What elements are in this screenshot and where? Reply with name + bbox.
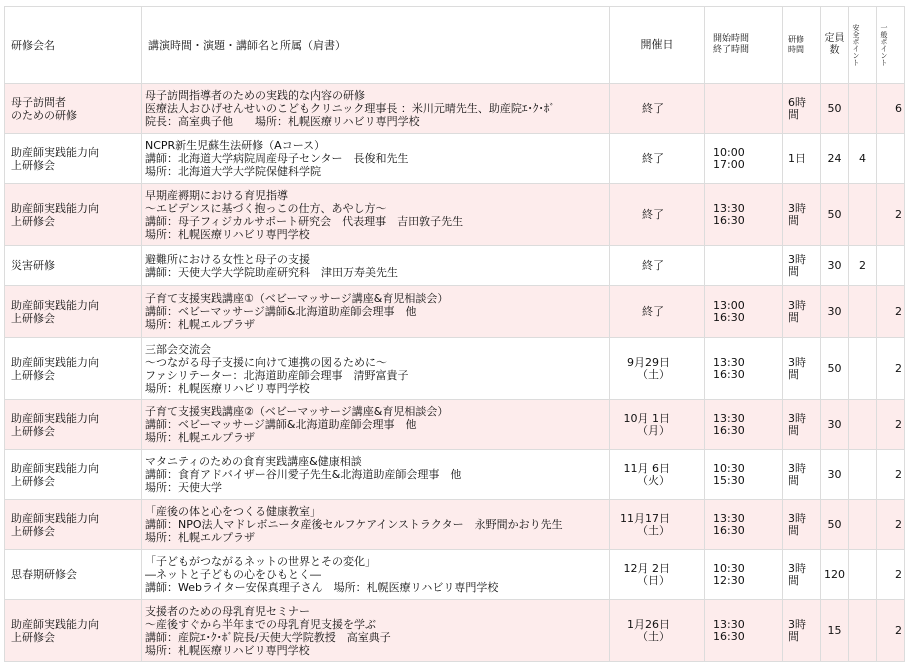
header-capacity	[821, 7, 849, 84]
cell-general-points	[877, 246, 905, 286]
cell-duration	[783, 400, 821, 450]
detail-line: ～エビデンスに基づく抱っこの仕方、あやし方～	[145, 201, 387, 215]
duration-line: 3時	[788, 561, 806, 575]
cell-general-points	[877, 134, 905, 184]
cell-capacity: 50	[821, 84, 849, 134]
cell-date: 終了	[610, 286, 705, 338]
detail-line: 場所：札幌医療リハビリ専門学校	[145, 381, 310, 395]
detail-line: 講師：母子フィジカルサポート研究会 代表理事 吉田敦子先生	[145, 214, 464, 228]
seminar-name-line: 上研修会	[11, 524, 55, 538]
cell-time	[705, 338, 783, 400]
cell-duration	[783, 600, 821, 662]
cell-detail	[142, 84, 610, 134]
seminar-name-line: 助産師実践能力向	[11, 511, 99, 525]
cell-name	[5, 338, 142, 400]
cell-date: 11月 6日 （火）	[610, 450, 705, 500]
header-safety	[849, 7, 877, 84]
header-name: 研修会名	[5, 7, 142, 84]
cell-detail	[142, 400, 610, 450]
table-row	[5, 550, 905, 600]
seminar-name-line: 助産師実践能力向	[11, 461, 99, 475]
cell-detail	[142, 500, 610, 550]
header-capacity-1: 定員	[824, 33, 845, 44]
duration-line: 3時	[788, 298, 806, 312]
seminar-name-line: 助産師実践能力向	[11, 201, 99, 215]
seminar-name-line: 助産師実践能力向	[11, 145, 99, 159]
detail-line: NCPR新生児蘇生法研修（Aコース）	[145, 139, 326, 152]
cell-safety-points	[849, 184, 877, 246]
cell-safety-points: 2	[849, 246, 877, 286]
header-duration	[783, 7, 821, 84]
cell-time	[705, 450, 783, 500]
table-row	[5, 450, 905, 500]
end-time: 16:30	[713, 523, 745, 537]
detail-line: ～つながる母子支援に向けて連携の図るために～	[145, 355, 387, 369]
detail-line: 「産後の体と心をつくる健康教室」	[145, 505, 321, 518]
cell-safety-points	[849, 400, 877, 450]
detail-line: 「子どもがつながるネットの世界とその変化」	[145, 555, 376, 568]
cell-safety-points	[849, 600, 877, 662]
duration-line: 間	[788, 213, 799, 227]
cell-name	[5, 500, 142, 550]
duration-line: 間	[788, 573, 799, 587]
cell-name	[5, 184, 142, 246]
duration-line: 間	[788, 523, 799, 537]
detail-line: 母子訪問指導者のための実践的な内容の研修	[145, 89, 365, 102]
cell-duration	[783, 550, 821, 600]
detail-line: 場所：札幌エルプラザ	[145, 318, 255, 331]
duration-line: 間	[788, 264, 799, 278]
table-row	[5, 246, 905, 286]
cell-detail	[142, 286, 610, 338]
cell-general-points: 2	[877, 450, 905, 500]
duration-line: 間	[788, 310, 799, 324]
start-time: 10:30	[713, 561, 745, 575]
detail-line: 講師：産院ｴ･ｸ･ﾎﾞ院長/天使大学院教授 高室典子	[145, 630, 391, 644]
seminar-name-line: 上研修会	[11, 214, 55, 228]
cell-time	[705, 184, 783, 246]
seminar-name-line: 思春期研修会	[11, 568, 77, 581]
header-safety-label: 安全ポイント	[852, 24, 860, 66]
cell-duration	[783, 184, 821, 246]
seminar-name-line: のための研修	[11, 108, 77, 122]
cell-date: 終了	[610, 134, 705, 184]
cell-capacity: 24	[821, 134, 849, 184]
cell-safety-points	[849, 550, 877, 600]
cell-detail	[142, 184, 610, 246]
end-time: 16:30	[713, 629, 745, 643]
detail-line: 講師：北海道大学病院周産母子センター 長俊和先生	[145, 152, 409, 165]
cell-capacity: 50	[821, 500, 849, 550]
table-body	[5, 84, 905, 662]
table-row	[5, 286, 905, 338]
start-time: 13:30	[713, 355, 745, 369]
duration-line: 間	[788, 629, 799, 643]
header-general-label: 一般ポイント	[880, 24, 888, 66]
detail-line: 講師：ベビーマッサージ講師&北海道助産師会理事 他	[145, 418, 417, 431]
cell-safety-points	[849, 500, 877, 550]
table-row	[5, 400, 905, 450]
seminar-name-line: 上研修会	[11, 368, 55, 382]
detail-line: 子育て支援実践講座①（ベビーマッサージ講座&育児相談会）	[145, 292, 449, 305]
detail-line: 場所：札幌エルプラザ	[145, 531, 255, 544]
detail-line: 講師：食育アドバイザー谷川愛子先生&北海道助産師会理事 他	[145, 468, 462, 481]
detail-line: 場所：札幌医療リハビリ専門学校	[145, 643, 310, 657]
header-duration-1: 研修	[788, 35, 804, 44]
cell-capacity: 30	[821, 246, 849, 286]
cell-detail	[142, 134, 610, 184]
cell-time	[705, 500, 783, 550]
cell-name	[5, 600, 142, 662]
duration-line: 3時	[788, 201, 806, 215]
table-row	[5, 500, 905, 550]
detail-line: 場所：札幌エルプラザ	[145, 431, 255, 444]
start-time: 13:30	[713, 411, 745, 425]
cell-time	[705, 550, 783, 600]
cell-date: 終了	[610, 84, 705, 134]
cell-capacity: 120	[821, 550, 849, 600]
header-date: 開催日	[610, 7, 705, 84]
cell-safety-points	[849, 450, 877, 500]
start-time: 10:30	[713, 461, 745, 475]
duration-line: 間	[788, 473, 799, 487]
end-time: 16:30	[713, 310, 745, 324]
seminar-name-line: 助産師実践能力向	[11, 411, 99, 425]
end-time: 16:30	[713, 213, 745, 227]
seminar-name-line: 助産師実践能力向	[11, 617, 99, 631]
header-duration-2: 時間	[788, 45, 804, 54]
cell-duration	[783, 500, 821, 550]
cell-name	[5, 400, 142, 450]
duration-line: 6時	[788, 95, 806, 109]
cell-duration	[783, 286, 821, 338]
header-capacity-2: 数	[829, 45, 840, 56]
cell-detail	[142, 450, 610, 500]
cell-general-points: 2	[877, 184, 905, 246]
cell-detail	[142, 246, 610, 286]
cell-detail	[142, 338, 610, 400]
seminar-name-line: 災害研修	[11, 259, 55, 272]
cell-name	[5, 84, 142, 134]
seminar-name-line: 母子訪問者	[11, 95, 66, 109]
table-row	[5, 338, 905, 400]
cell-time	[705, 400, 783, 450]
cell-date: 1月26日 （土）	[610, 600, 705, 662]
cell-name	[5, 550, 142, 600]
cell-detail	[142, 550, 610, 600]
cell-general-points: 6	[877, 84, 905, 134]
start-time: 13:30	[713, 511, 745, 525]
header-time-end: 終了時間	[713, 45, 750, 55]
cell-general-points: 2	[877, 600, 905, 662]
cell-date: 10月 1日 （月）	[610, 400, 705, 450]
cell-time	[705, 84, 783, 134]
cell-capacity: 15	[821, 600, 849, 662]
cell-time	[705, 134, 783, 184]
cell-duration	[783, 84, 821, 134]
duration-line: 3時	[788, 511, 806, 525]
cell-time	[705, 286, 783, 338]
header-row	[5, 7, 905, 84]
cell-date: 終了	[610, 246, 705, 286]
table-row	[5, 600, 905, 662]
table-row	[5, 134, 905, 184]
cell-safety-points	[849, 84, 877, 134]
duration-line: 3時	[788, 411, 806, 425]
end-time: 15:30	[713, 473, 745, 487]
seminar-name-line: 上研修会	[11, 424, 55, 438]
header-detail: 講演時間・演題・講師名と所属（肩書）	[142, 7, 610, 84]
seminar-name-line: 上研修会	[11, 474, 55, 488]
detail-line: 避難所における女性と母子の支援	[145, 252, 310, 266]
detail-line: 場所：札幌医療リハビリ専門学校	[145, 227, 310, 241]
cell-duration	[783, 134, 821, 184]
cell-name	[5, 246, 142, 286]
cell-date: 終了	[610, 184, 705, 246]
detail-line: 場所：天使大学	[145, 481, 222, 494]
header-time-start: 開始時間	[713, 34, 750, 44]
cell-date: 12月 2日 （日）	[610, 550, 705, 600]
training-schedule-table	[4, 6, 905, 662]
seminar-name-line: 上研修会	[11, 158, 55, 172]
cell-general-points: 2	[877, 338, 905, 400]
cell-time	[705, 600, 783, 662]
duration-line: 3時	[788, 252, 806, 266]
start-time: 13:00	[713, 298, 745, 312]
duration-line: 間	[788, 107, 799, 121]
detail-line: 講師：Webライター安保真理子さん 場所：札幌医療リハビリ専門学校	[145, 581, 499, 594]
schedule-table-container	[4, 6, 904, 662]
end-time: 12:30	[713, 573, 745, 587]
cell-safety-points	[849, 286, 877, 338]
cell-capacity: 30	[821, 450, 849, 500]
detail-line: 医療法人おひげせんせいのこどもクリニック理事長 ：米川元晴先生、助産院ｴ･ｸ･ﾎﾞ	[145, 102, 555, 115]
cell-name	[5, 286, 142, 338]
cell-time	[705, 246, 783, 286]
end-time: 17:00	[713, 157, 745, 171]
seminar-name-line: 助産師実践能力向	[11, 355, 99, 369]
duration-line: 1日	[788, 151, 806, 165]
seminar-name-line: 助産師実践能力向	[11, 298, 99, 312]
cell-name	[5, 134, 142, 184]
detail-line: ファシリテーター：北海道助産師会理事 清野富貴子	[145, 368, 409, 382]
cell-general-points: 2	[877, 286, 905, 338]
table-row	[5, 84, 905, 134]
detail-line: 子育て支援実践講座②（ベビーマッサージ講座&育児相談会）	[145, 405, 449, 418]
cell-general-points: 2	[877, 400, 905, 450]
detail-line: 院長：高室典子他 場所：札幌医療リハビリ専門学校	[145, 115, 420, 128]
detail-line: 三部会交流会	[145, 342, 211, 356]
cell-name	[5, 450, 142, 500]
header-time	[705, 7, 783, 84]
cell-duration	[783, 246, 821, 286]
detail-line: 講師：天使大学大学院助産研究科 津田万寿美先生	[145, 265, 398, 279]
duration-line: 間	[788, 423, 799, 437]
detail-line: 支援者のための母乳育児セミナー	[145, 604, 310, 618]
seminar-name-line: 上研修会	[11, 311, 55, 325]
end-time: 16:30	[713, 423, 745, 437]
header-general	[877, 7, 905, 84]
start-time: 13:30	[713, 617, 745, 631]
duration-line: 3時	[788, 617, 806, 631]
duration-line: 3時	[788, 355, 806, 369]
cell-safety-points: 4	[849, 134, 877, 184]
detail-line: 場所：北海道大学大学院保健科学院	[145, 165, 321, 178]
cell-detail	[142, 600, 610, 662]
cell-general-points: 2	[877, 550, 905, 600]
cell-duration	[783, 450, 821, 500]
seminar-name-line: 上研修会	[11, 630, 55, 644]
cell-duration	[783, 338, 821, 400]
cell-capacity: 50	[821, 338, 849, 400]
cell-date: 9月29日 （土）	[610, 338, 705, 400]
duration-line: 間	[788, 367, 799, 381]
detail-line: 講師：NPO法人マドレボニータ産後セルフケアインストラクター 永野間かおり先生	[145, 518, 563, 531]
detail-line: 早期産褥期における育児指導	[145, 188, 288, 202]
cell-general-points: 2	[877, 500, 905, 550]
duration-line: 3時	[788, 461, 806, 475]
end-time: 16:30	[713, 367, 745, 381]
cell-capacity: 30	[821, 286, 849, 338]
table-row	[5, 184, 905, 246]
detail-line: ―ネットと子どもの心をひもとく―	[145, 568, 321, 581]
detail-line: マタニティのための食育実践講座&健康相談	[145, 455, 362, 468]
cell-date: 11月17日 （土）	[610, 500, 705, 550]
detail-line: 講師：ベビーマッサージ講師&北海道助産師会理事 他	[145, 305, 417, 318]
start-time: 10:00	[713, 145, 745, 159]
cell-capacity: 50	[821, 184, 849, 246]
start-time: 13:30	[713, 201, 745, 215]
cell-safety-points	[849, 338, 877, 400]
detail-line: ～産後すぐから半年までの母乳育児支援を学ぶ	[145, 617, 376, 631]
cell-capacity: 30	[821, 400, 849, 450]
